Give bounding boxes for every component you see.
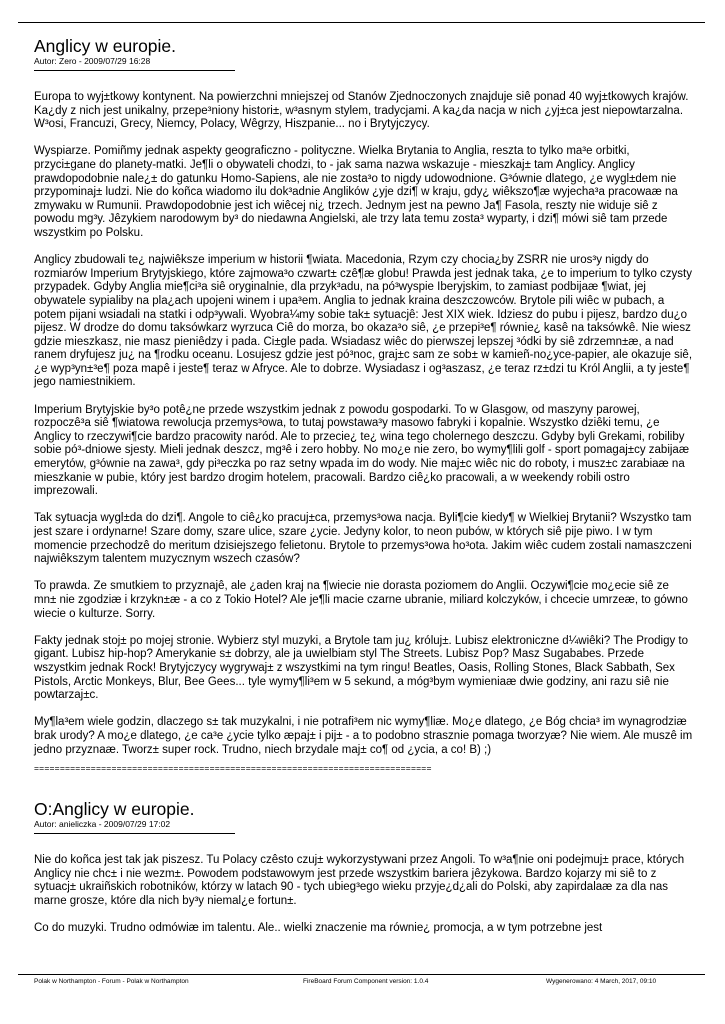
- post-2-body: [34, 854, 694, 936]
- post-1-paragraph-1: Europa to wyj±tkowy kontynent. Na powierzchni mniejszej od Stanów Zjednoczonych znajduje siê ponad 40 wyj±tkowych krajów. Ka¿dy z nich jest unikalny, przepe³niony histori±, w³asnym stylem, tradycjami. A ka¿da nacja w nich ¿yj±ca jest niepowtarzalna. W³osi, Francuzi, Grecy, Niemcy, Polacy, Wêgrzy, Hiszpanie... no i Brytyjczycy.: [34, 91, 689, 131]
- post-2-paragraph-1: Nie do koñca jest tak jak piszesz. Tu Polacy czêsto czuj± wykorzystywani przez Angoli. To w³a¶nie oni podejmuj± prace, których Anglicy nie chc± i nie wezm±. Powodem podstawowym jest przede wszystkim bariera jêzykowa. Bardzo kojarzy mi siê to z sytuacj± ukraiñskich robotników, którzy w latach 90 - tych ubieg³ego wieku przyje¿d¿ali do Polski, aby zapirdalaæ za dla nas marne grosze, które dla nich by³y niemal¿e fortun±.: [34, 854, 685, 907]
- post-separator: =============================================================================: [34, 763, 432, 774]
- footer-generated-date: Wygenerowano: 4 March, 2017, 09:10: [546, 978, 657, 985]
- post-2-title: O:Anglicy w europie.: [34, 799, 195, 820]
- post-1: [34, 36, 694, 773]
- post-1-paragraph-7: Fakty jednak stoj± po mojej stronie. Wybierz styl muzyki, a Brytole tam ju¿ króluj±. Lubisz elektroniczne d¼wiêki? The Prodigy to gigant. Lubisz hip-hop? Amerykanie s± dobrzy, ale ja uwielbiam styl The Streets. Lubisz Pop? Masz Sugababes. Przede wszystkim jednak Rock! Brytyjczycy wygrywaj± z wszystkimi na tym ringu! Beatles, Oasis, Rolling Stones, Black Sabbath, Sex Pistols, Arctic Monkeys, Blur, Bee Gees... tyle wymy¶li³em w 5 sekund, a móg³bym wymieniaæ dwie godziny, ani razu siê nie powtarzaj±c.: [34, 634, 689, 702]
- post-2-meta: Autor: anieliczka - 2009/07/29 17:02: [34, 819, 171, 830]
- post-2: [34, 799, 694, 936]
- post-1-title: Anglicy w europie.: [34, 36, 177, 56]
- footer-rule: [18, 974, 705, 975]
- post-2-title-rule: [34, 833, 235, 834]
- post-1-paragraph-8: My¶la³em wiele godzin, dlaczego s± tak muzykalni, i nie potrafi³em nic wymy¶liæ. Mo¿e dlatego, ¿e Bóg chcia³ im wynagrodziæ brak urody? A mo¿e dlatego, ¿e ca³e ¿ycie tylko æpaj± i pij± - a to podobno strasznie pomaga tworzyæ? Nie wiem. Ale muszê im jedno przyznaæ. Tworz± super rock. Trudno, niech brzydale maj± co¶ od ¿ycia, a co! B) ;): [34, 716, 693, 756]
- footer-site-name: Polak w Northampton - Forum - Polak w Northampton: [34, 978, 189, 985]
- post-1-title-rule: [34, 70, 235, 71]
- page-top-rule: [18, 22, 705, 23]
- post-1-paragraph-3: Anglicy zbudowali te¿ najwiêksze imperium w historii ¶wiata. Macedonia, Rzym czy chocia¿by ZSRR nie uros³y nigdy do rozmiarów Imperium Brytyjskiego, które zajmowa³o czwart± czê¶æ globu! Prawda jest jednak taka, ¿e to imperium to tylko czysty przypadek. Gdyby Anglia mie¶ci³a siê oryginalnie, dla przyk³adu, na pó³wyspie Iberyjskim, to zamiast podbijaæ ¶wiat, jej obywatele sypialiby na pla¿ach upojeni winem i upa³em. Anglia to jednak kraina deszczowców. Brytole pili wiêc w pubach, a potem pijani wsiadali na statki i odp³ywali. Wyobra¼my sobie tak± sytuacjê: Jest XIX wiek. Idziesz do pubu i pijesz, bardzo du¿o pijesz. W drodze do domu taksówkarz wyrzuca Ciê do morza, bo okaza³o siê, ¿e przepi³e¶ równie¿ kasê na taksówkê. Nie wiesz gdzie mieszkasz, nie masz pieniêdzy i pada. Ci±gle pada. Wsiadasz wiêc do pierwszej lepszej ³ódki by siê zdrzemn±æ, a nad ranem dryfujesz ju¿ na ¶rodku oceanu. Losujesz gdzie jest pó³noc, graj±c sam ze sob± w kamieñ-no¿yce-papier, ale okazuje siê, ¿e wyp³yn±³e¶ poza mapê i jeste¶ teraz w Afryce. Ale to dobrze. Wysiadasz i og³aszasz, ¿e teraz rz±dzi tu Król Anglii, a ty jeste¶ jego namiestnikiem.: [34, 254, 693, 389]
- page-content: [34, 36, 694, 949]
- post-1-paragraph-5: Tak sytuacja wygl±da do dzi¶. Angole to ciê¿ko pracuj±ca, przemys³owa nacja. Byli¶cie kiedy¶ w Wielkiej Brytanii? Wszystko tam jest szare i ordynarne! Szare domy, szare ulice, szare ¿ycie. Jedyny kolor, to neon pubów, w których siê pije piwo. I w tym momencie przechodzê do meritum dzisiejszego felietonu. Brytole to przemys³owa ho³ota. Jakim wiêc cudem zostali namaszczeni najwiêkszym talentem muzycznym wszech czasów?: [34, 512, 692, 566]
- footer-component-version: FireBoard Forum Component version: 1.0.4: [303, 978, 429, 985]
- post-1-meta: Autor: Zero - 2009/07/29 16:28: [34, 56, 151, 66]
- post-1-paragraph-2: Wyspiarze. Pomiñmy jednak aspekty geograficzno - polityczne. Wielka Brytania to Anglia, reszta to tylko ma³e orbitki, przyci±gane do planety-matki. Je¶li o obywateli chodzi, to - jak sama nazwa wskazuje - mieszkaj± tam Anglicy. Anglicy prawdopodobnie nale¿± do gatunku Homo-Sapiens, ale nie zosta³o to nigdy udowodnione. G³ównie dlatego, ¿e wygl±dem nie przypominaj± ludzi. Nie do koñca wiadomo ilu dok³adnie Anglików ¿yje dzi¶ w kraju, gdy¿ wiêkszo¶æ wyjecha³a pracowaæ na zmywaku w Rumunii. Prawdopodobnie jest ich wiêcej ni¿ trzech. Jednym jest na pewno Ja¶ Fasola, reszty nie widuje siê z powodu mg³y. Jêzykiem narodowym by³ do niedawna Angielski, ale trzy lata temu zosta³ wyparty, i dzi¶ mówi siê tam przede wszystkim po Polsku.: [34, 145, 678, 239]
- post-1-paragraph-6: To prawda. Ze smutkiem to przyznajê, ale ¿aden kraj na ¶wiecie nie dorasta poziomem do Anglii. Oczywi¶cie mo¿ecie siê ze mn± nie zgodziæ i krzykn±æ - a co z Tokio Hotel? Ale je¶li macie czarne ubranie, miliard kolczyków, i chcecie umrzeæ, to gówno wiecie o kulturze. Sorry.: [34, 580, 688, 620]
- post-1-paragraph-4: Imperium Brytyjskie by³o potê¿ne przede wszystkim jednak z powodu gospodarki. To w Glasgow, od maszyny parowej, rozpoczê³a siê ¶wiatowa rewolucja przemys³owa, to tutaj powstawa³y masowo fabryki i kopalnie. Wszystko dziêki temu, ¿e Anglicy to rzeczywi¶cie bardzo pracowity naród. Ale to przecie¿ te¿ wina tego cholernego deszczu. Gdyby byli Grekami, robiliby sobie pó³-dniowe sjesty. Mieli jednak deszcz, mg³ê i zero hobby. No mo¿e nie zero, bo wymy¶lili golf - sport pomagaj±cy zabijaæ emerytów, g³ównie na zawa³, gdy pi³eczka po raz setny wpada im do wody. Nie maj±c wiêc nic do roboty, i musz±c zarabiaæ na mieszkanie w pubie, który jest bardzo drogim hotelem, pracowali. Bardzo ciê¿ko pracowali, a w weekendy robili ostro imprezowali.: [34, 403, 690, 498]
- post-2-paragraph-2: Co do muzyki. Trudno odmówiæ im talentu. Ale.. wielki znaczenie ma równie¿ promocja, a w tym potrzebne jest: [34, 922, 603, 935]
- post-1-body: [34, 91, 694, 757]
